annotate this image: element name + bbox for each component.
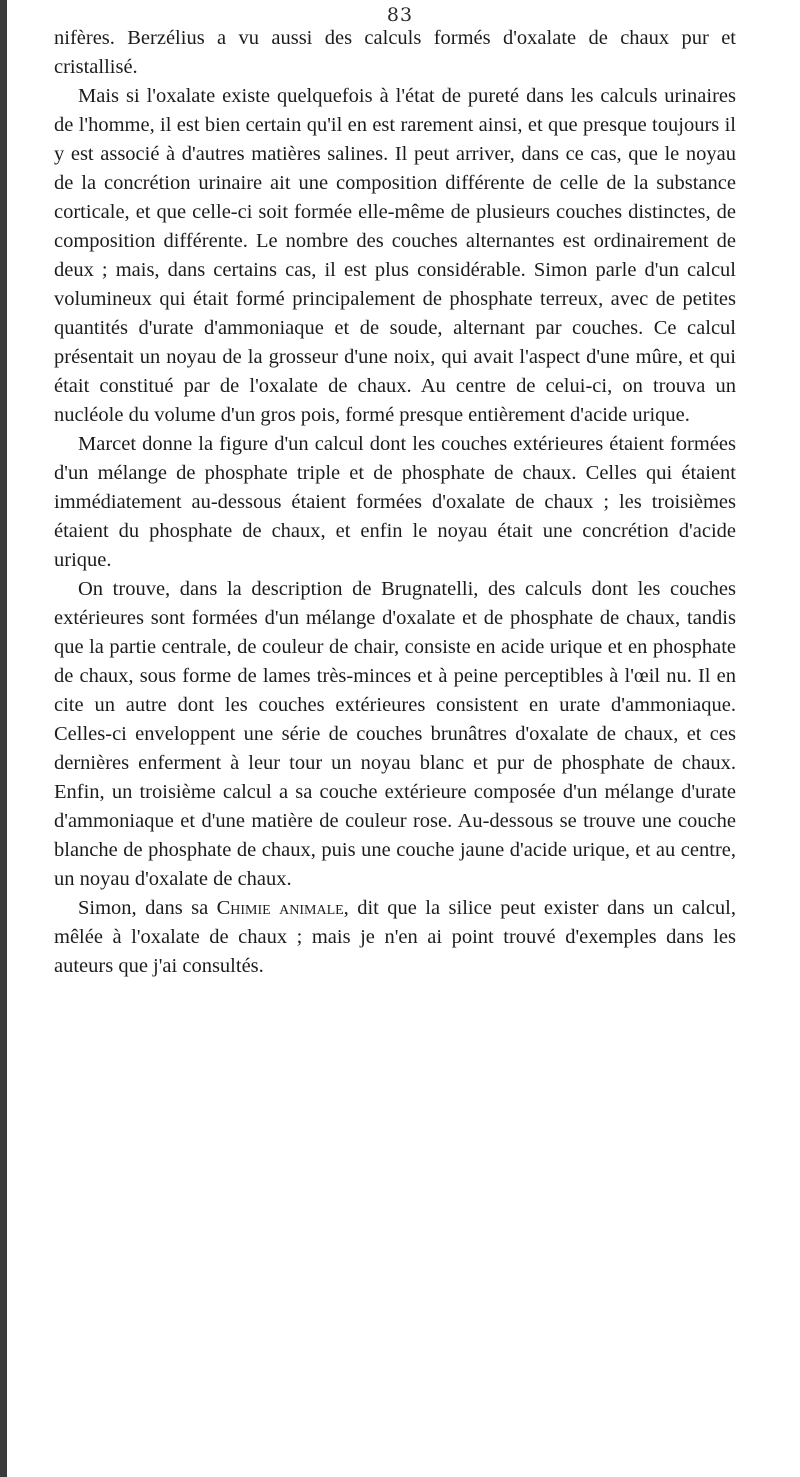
paragraph-4: On trouve, dans la description de Brugnatelli, des calculs dont les couches extérieures sont formées d'un mélange d'oxalate et de phosphate de chaux, tandis que la partie centrale, de couleur de chair, consiste en acide urique et en phosphate de chaux, sous forme de lames très-minces et à peine perceptibles à l'œil nu. Il en cite un autre dont les couches extérieures consistent en urate d'ammoniaque. Celles-ci enveloppent une série de couches brunâtres d'oxalate de chaux, et ces dernières enferment à leur tour un noyau blanc et pur de phosphate de chaux. Enfin, un troisième calcul a sa couche extérieure composée d'un mélange d'urate d'ammoniaque et d'une matière de couleur rose. Au-dessous se trouve une couche blanche de phosphate de chaux, puis une couche jaune d'acide urique, et au centre, un noyau d'oxalate de chaux. (54, 578, 736, 890)
paragraph-3: Marcet donne la figure d'un calcul dont les couches extérieures étaient formées d'un mélange de phosphate triple et de phosphate de chaux. Celles qui étaient immédiatement au-dessous étaient formées d'oxalate de chaux ; les troisièmes étaient du phosphate de chaux, et enfin le noyau était une concrétion d'acide urique. (54, 433, 736, 571)
paragraph-1: nifères. Berzélius a vu aussi des calculs formés d'oxalate de chaux pur et cristallisé. (54, 27, 736, 78)
page-body-text (54, 24, 736, 981)
paragraph-5-end: , dit que la silice peut exister dans un calcul, mêlée à l'oxalate de chaux ; mais je n'en ai point trouvé d'exemples dans les auteurs que j'ai consultés. (54, 897, 736, 977)
page-number: 83 (386, 4, 414, 26)
scan-edge-shadow (0, 0, 7, 1477)
book-title-chimie-animale: Chimie animale (216, 897, 344, 919)
paragraph-5-start: Simon, dans sa (78, 897, 217, 919)
paragraph-2: Mais si l'oxalate existe quelquefois à l'état de pureté dans les calculs urinaires de l'homme, il est bien certain qu'il en est rarement ainsi, et que presque toujours il y est associé à d'autres matières salines. Il peut arriver, dans ce cas, que le noyau de la concrétion urinaire ait une composition différente de celle de la substance corticale, et que celle-ci soit formée elle-même de plusieurs couches distinctes, de composition différente. Le nombre des couches alternantes est ordinairement de deux ; mais, dans certains cas, il est plus considérable. Simon parle d'un calcul volumineux qui était formé principalement de phosphate terreux, avec de petites quantités d'urate d'ammoniaque et de soude, alternant par couches. Ce calcul présentait un noyau de la grosseur d'une noix, qui avait l'aspect d'une mûre, et qui était constitué par de l'oxalate de chaux. Au centre de celui-ci, on trouva un nucléole du volume d'un gros pois, formé presque entièrement d'acide urique. (54, 85, 736, 426)
paragraph-5 (54, 894, 736, 981)
